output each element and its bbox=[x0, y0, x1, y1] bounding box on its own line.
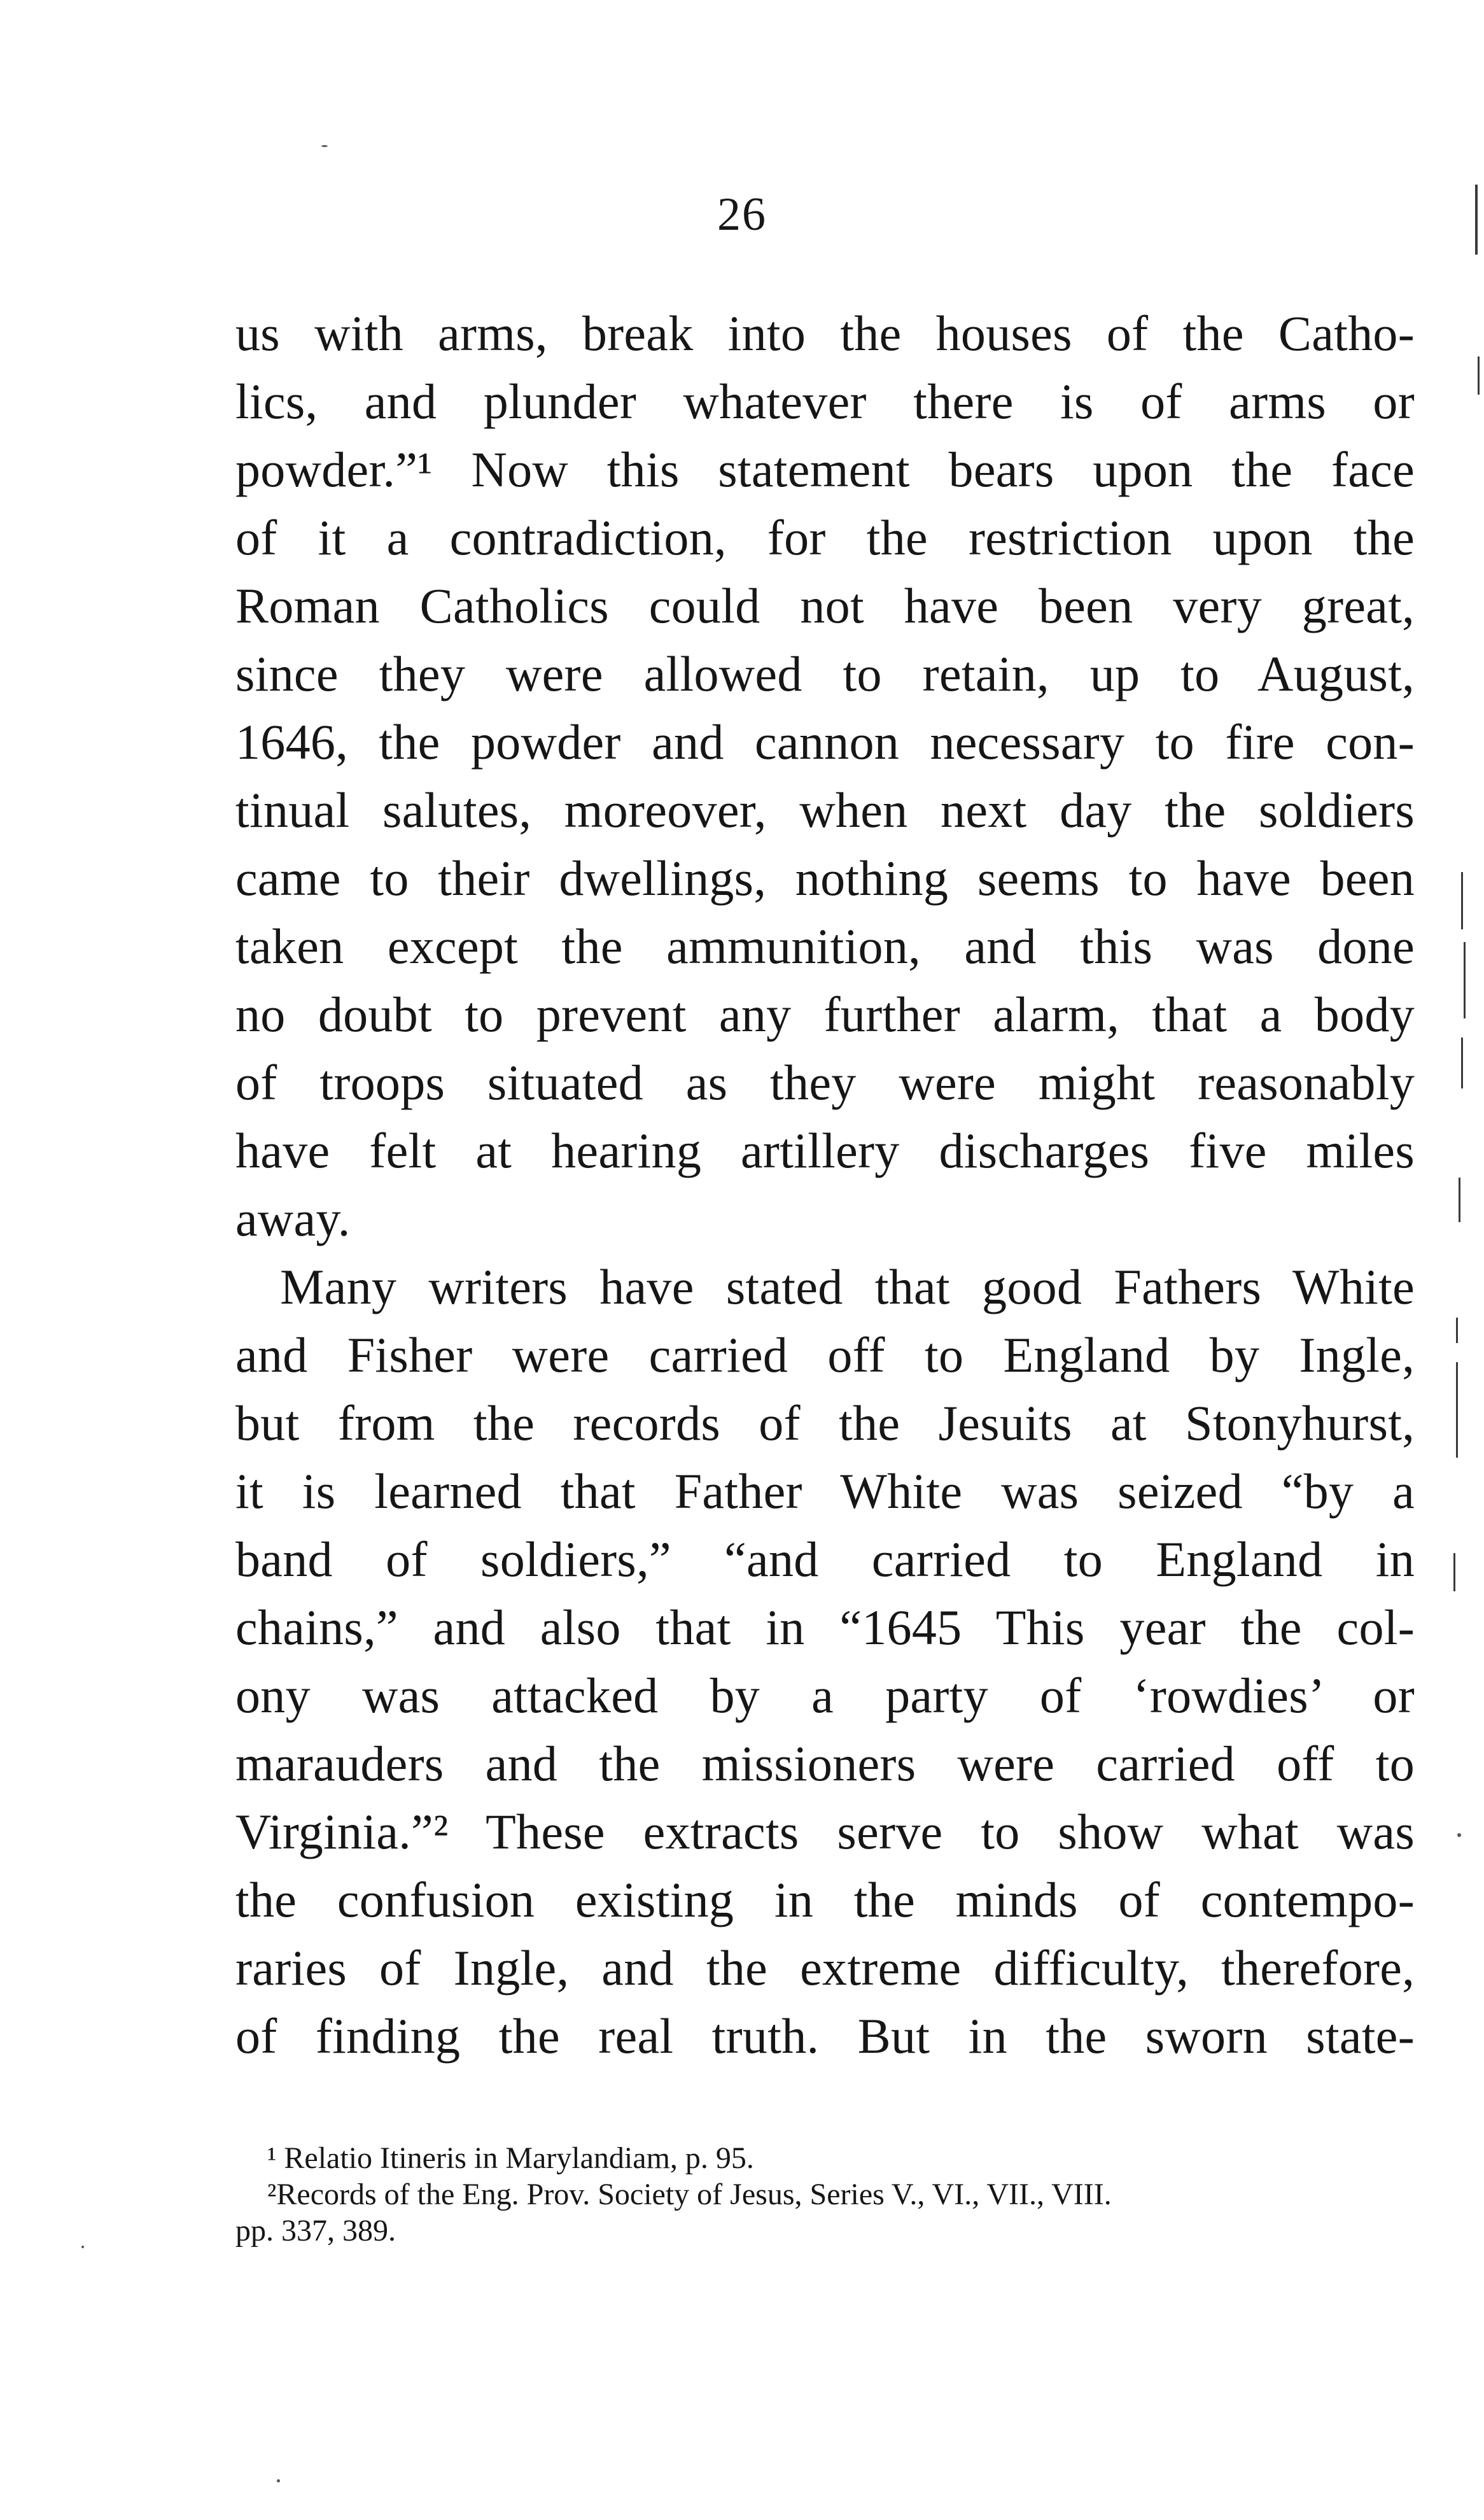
text-line: band of soldiers,” “and carried to England in bbox=[235, 1531, 1415, 1587]
page-number: 26 bbox=[717, 188, 767, 241]
text-line: 1646, the powder and cannon necessary to fire con- bbox=[235, 714, 1415, 770]
text-line: marauders and the missioners were carried off to bbox=[235, 1736, 1415, 1791]
scan-speck bbox=[1457, 1833, 1461, 1837]
text-line: Virginia.”² These extracts serve to show what was bbox=[235, 1804, 1415, 1859]
text-line: ony was attacked by a party of ‘rowdies’ or bbox=[235, 1668, 1415, 1723]
footnote-1: ¹ Relatio Itineris in Marylandiam, p. 95. bbox=[267, 2141, 754, 2175]
scan-artifact bbox=[1456, 1318, 1458, 1343]
text-line: powder.”¹ Now this statement bears upon the face bbox=[235, 442, 1415, 497]
text-line: but from the records of the Jesuits at Stonyhurst, bbox=[235, 1395, 1415, 1451]
scan-artifact bbox=[1464, 942, 1466, 1018]
text-line: us with arms, break into the houses of the Catho- bbox=[235, 306, 1415, 361]
scan-speck bbox=[277, 2479, 280, 2482]
paragraph-start-line: Many writers have stated that good Fathers White bbox=[280, 1259, 1415, 1314]
text-line: taken except the ammunition, and this was done bbox=[235, 919, 1415, 974]
text-line: raries of Ingle, and the extreme difficulty, therefore, bbox=[235, 1940, 1415, 1996]
text-line: came to their dwellings, nothing seems to have been bbox=[235, 850, 1415, 906]
footnote-2-continued: pp. 337, 389. bbox=[235, 2214, 396, 2248]
scan-speck bbox=[81, 2246, 84, 2248]
footnote-2: ²Records of the Eng. Prov. Society of Jesus, Series V., VI., VII., VIII. bbox=[267, 2178, 1112, 2211]
text-line: the confusion existing in the minds of contempo- bbox=[235, 1872, 1415, 1927]
scan-artifact bbox=[1459, 1178, 1460, 1222]
text-line: away. bbox=[235, 1191, 351, 1246]
body-text bbox=[235, 299, 1415, 2070]
text-line: lics, and plunder whatever there is of arms or bbox=[235, 374, 1415, 429]
footnotes bbox=[235, 2140, 1415, 2249]
scan-artifact bbox=[1461, 1038, 1463, 1088]
text-line: no doubt to prevent any further alarm, that a body bbox=[235, 987, 1415, 1042]
text-line: of it a contradiction, for the restriction upon the bbox=[235, 510, 1415, 565]
scan-artifact bbox=[1453, 1553, 1455, 1591]
text-line: tinual salutes, moreover, when next day the soldiers bbox=[235, 782, 1415, 838]
text-line: since they were allowed to retain, up to August, bbox=[235, 646, 1415, 701]
text-line: Roman Catholics could not have been very great, bbox=[235, 578, 1415, 633]
scan-speck bbox=[321, 145, 328, 147]
scan-artifact bbox=[1456, 1362, 1458, 1458]
text-line: of troops situated as they were might reasonably bbox=[235, 1055, 1415, 1110]
text-line: have felt at hearing artillery discharges five miles bbox=[235, 1123, 1415, 1178]
text-line: and Fisher were carried off to England by Ingle, bbox=[235, 1327, 1415, 1383]
scan-artifact bbox=[1475, 185, 1478, 255]
text-line: chains,” and also that in “1645 This year the col- bbox=[235, 1600, 1415, 1655]
text-line: of finding the real truth. But in the sworn state- bbox=[235, 2008, 1415, 2064]
scan-artifact bbox=[1478, 356, 1480, 395]
scan-artifact bbox=[1461, 872, 1463, 929]
text-line: it is learned that Father White was seized “by a bbox=[235, 1463, 1415, 1519]
